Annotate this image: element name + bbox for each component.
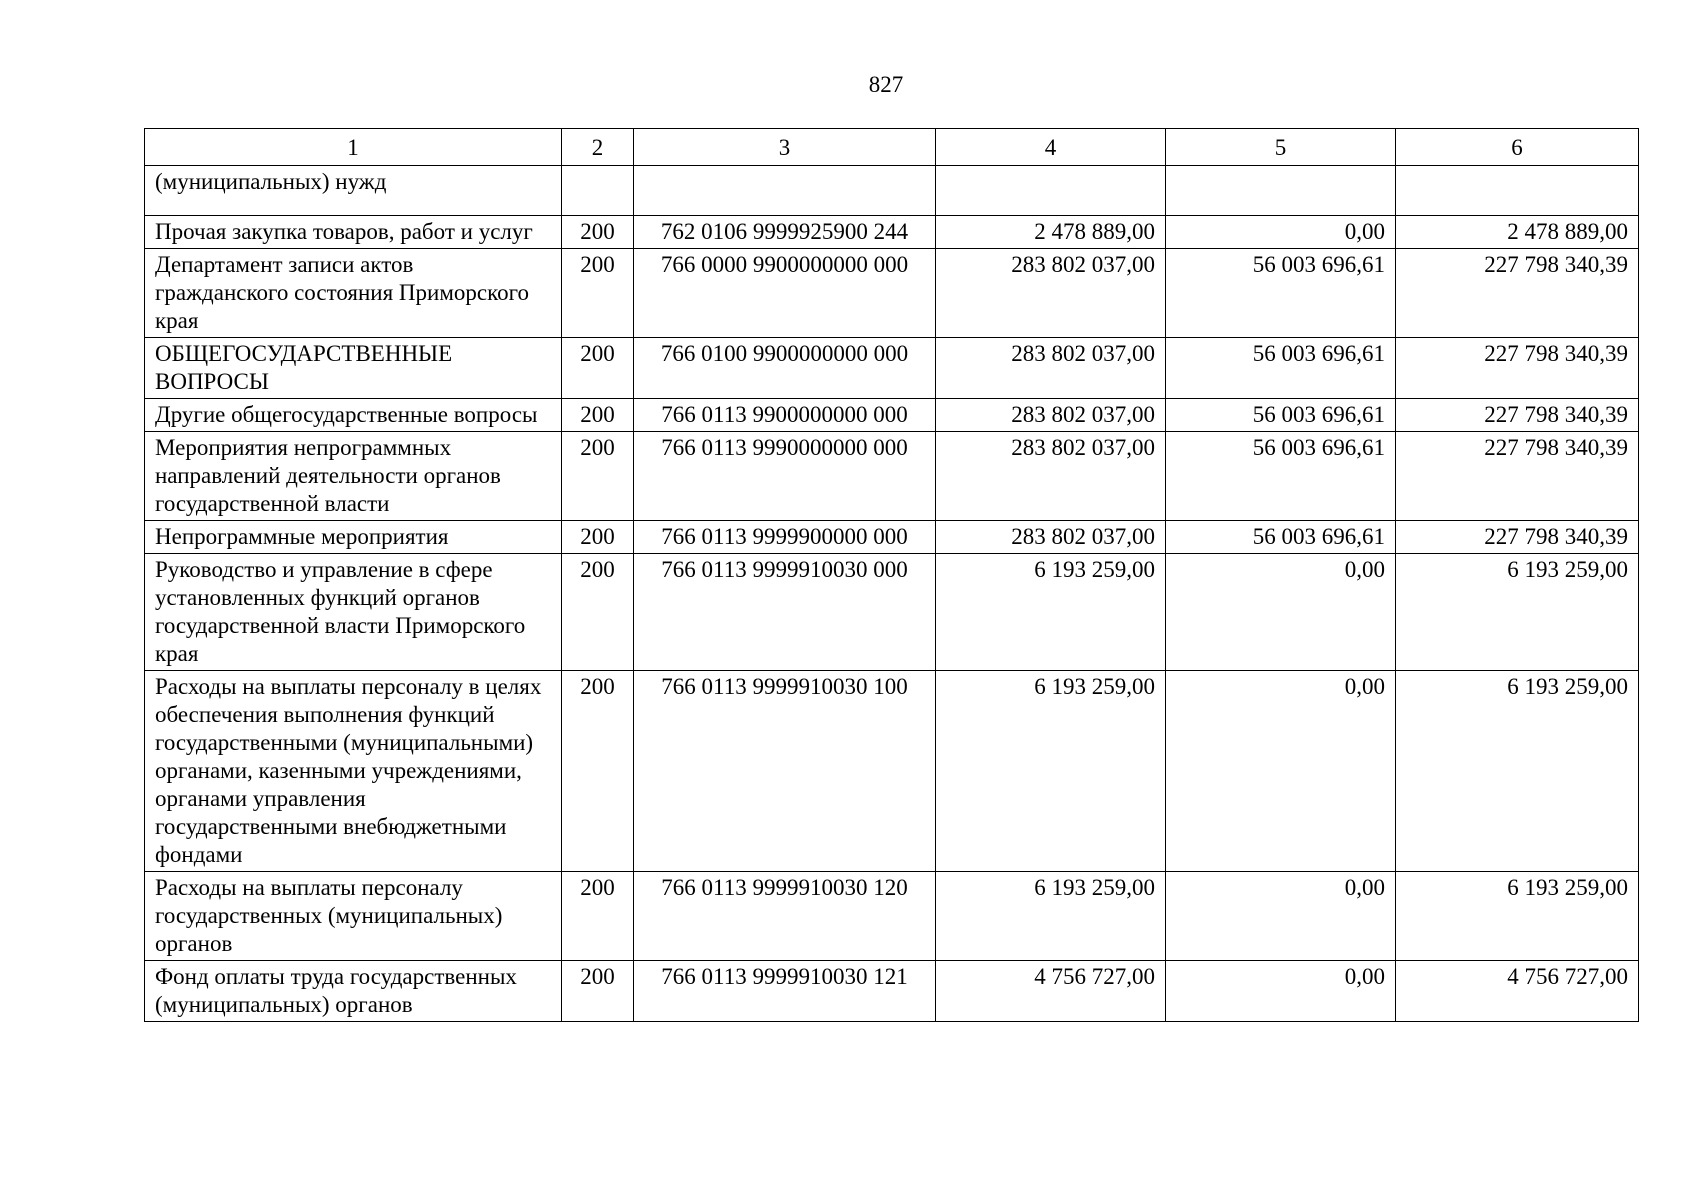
row-value-6: 227 798 340,39	[1396, 399, 1639, 432]
row-name: ОБЩЕГОСУДАРСТВЕННЫЕ ВОПРОСЫ	[145, 338, 562, 399]
row-name: Прочая закупка товаров, работ и услуг	[145, 216, 562, 249]
row-name: Департамент записи актов гражданского состояния Приморского края	[145, 249, 562, 338]
row-value-5: 0,00	[1166, 872, 1396, 961]
row-name: Руководство и управление в сфере установленных функций органов государственной власти Приморского края	[145, 554, 562, 671]
row-value-5	[1166, 166, 1396, 216]
row-value-6: 6 193 259,00	[1396, 671, 1639, 872]
row-value-4: 6 193 259,00	[936, 872, 1166, 961]
row-value-4: 2 478 889,00	[936, 216, 1166, 249]
row-kbk: 766 0113 9999910030 100	[634, 671, 936, 872]
row-value-4: 283 802 037,00	[936, 432, 1166, 521]
row-code: 200	[562, 872, 634, 961]
row-value-5: 0,00	[1166, 554, 1396, 671]
row-value-4: 283 802 037,00	[936, 338, 1166, 399]
table-row	[145, 216, 1639, 249]
row-name: Другие общегосударственные вопросы	[145, 399, 562, 432]
row-name: Расходы на выплаты персоналу в целях обеспечения выполнения функций государственными (муниципальными) органами, казенными учреждениями, органами управления государственными внебюджетными фондами	[145, 671, 562, 872]
table-row	[145, 961, 1639, 1022]
table-row	[145, 399, 1639, 432]
row-name: Расходы на выплаты персоналу государственных (муниципальных) органов	[145, 872, 562, 961]
row-code	[562, 166, 634, 216]
row-code: 200	[562, 249, 634, 338]
table-row	[145, 432, 1639, 521]
row-name: Фонд оплаты труда государственных (муниципальных) органов	[145, 961, 562, 1022]
row-name: Мероприятия непрограммных направлений деятельности органов государственной власти	[145, 432, 562, 521]
row-value-6: 227 798 340,39	[1396, 432, 1639, 521]
column-header-6: 6	[1396, 129, 1639, 166]
row-value-6: 2 478 889,00	[1396, 216, 1639, 249]
row-name: Непрограммные мероприятия	[145, 521, 562, 554]
row-value-5: 56 003 696,61	[1166, 399, 1396, 432]
row-code: 200	[562, 432, 634, 521]
row-kbk: 766 0113 9999910030 000	[634, 554, 936, 671]
table-row	[145, 249, 1639, 338]
column-header-2: 2	[562, 129, 634, 166]
table-header-row	[145, 129, 1639, 166]
row-value-6: 227 798 340,39	[1396, 249, 1639, 338]
row-code: 200	[562, 961, 634, 1022]
row-code: 200	[562, 554, 634, 671]
row-kbk: 766 0113 9999910030 121	[634, 961, 936, 1022]
table-row	[145, 554, 1639, 671]
row-value-5: 56 003 696,61	[1166, 432, 1396, 521]
row-value-5: 0,00	[1166, 671, 1396, 872]
row-name: (муниципальных) нужд	[145, 166, 562, 216]
row-code: 200	[562, 399, 634, 432]
row-kbk: 762 0106 9999925900 244	[634, 216, 936, 249]
row-code: 200	[562, 521, 634, 554]
row-value-4: 6 193 259,00	[936, 554, 1166, 671]
row-value-5: 56 003 696,61	[1166, 249, 1396, 338]
row-value-4: 6 193 259,00	[936, 671, 1166, 872]
table-row	[145, 521, 1639, 554]
table-row	[145, 166, 1639, 216]
row-value-6: 6 193 259,00	[1396, 554, 1639, 671]
row-kbk	[634, 166, 936, 216]
row-kbk: 766 0100 9900000000 000	[634, 338, 936, 399]
row-kbk: 766 0113 9999900000 000	[634, 521, 936, 554]
page-number: 827	[868, 72, 904, 97]
row-kbk: 766 0113 9900000000 000	[634, 399, 936, 432]
row-value-5: 0,00	[1166, 216, 1396, 249]
table-row	[145, 872, 1639, 961]
table-row	[145, 338, 1639, 399]
column-header-1: 1	[145, 129, 562, 166]
row-value-6: 227 798 340,39	[1396, 338, 1639, 399]
row-value-5: 56 003 696,61	[1166, 338, 1396, 399]
row-value-4: 283 802 037,00	[936, 249, 1166, 338]
row-kbk: 766 0113 9999910030 120	[634, 872, 936, 961]
row-value-6	[1396, 166, 1639, 216]
row-value-5: 56 003 696,61	[1166, 521, 1396, 554]
row-code: 200	[562, 338, 634, 399]
row-value-4: 283 802 037,00	[936, 399, 1166, 432]
row-value-6: 6 193 259,00	[1396, 872, 1639, 961]
row-value-6: 227 798 340,39	[1396, 521, 1639, 554]
budget-table	[144, 128, 1639, 1022]
row-value-5: 0,00	[1166, 961, 1396, 1022]
row-code: 200	[562, 671, 634, 872]
row-value-6: 4 756 727,00	[1396, 961, 1639, 1022]
row-value-4	[936, 166, 1166, 216]
row-value-4: 4 756 727,00	[936, 961, 1166, 1022]
table-row	[145, 671, 1639, 872]
row-value-4: 283 802 037,00	[936, 521, 1166, 554]
row-kbk: 766 0000 9900000000 000	[634, 249, 936, 338]
column-header-5: 5	[1166, 129, 1396, 166]
row-code: 200	[562, 216, 634, 249]
column-header-3: 3	[634, 129, 936, 166]
column-header-4: 4	[936, 129, 1166, 166]
row-kbk: 766 0113 9990000000 000	[634, 432, 936, 521]
